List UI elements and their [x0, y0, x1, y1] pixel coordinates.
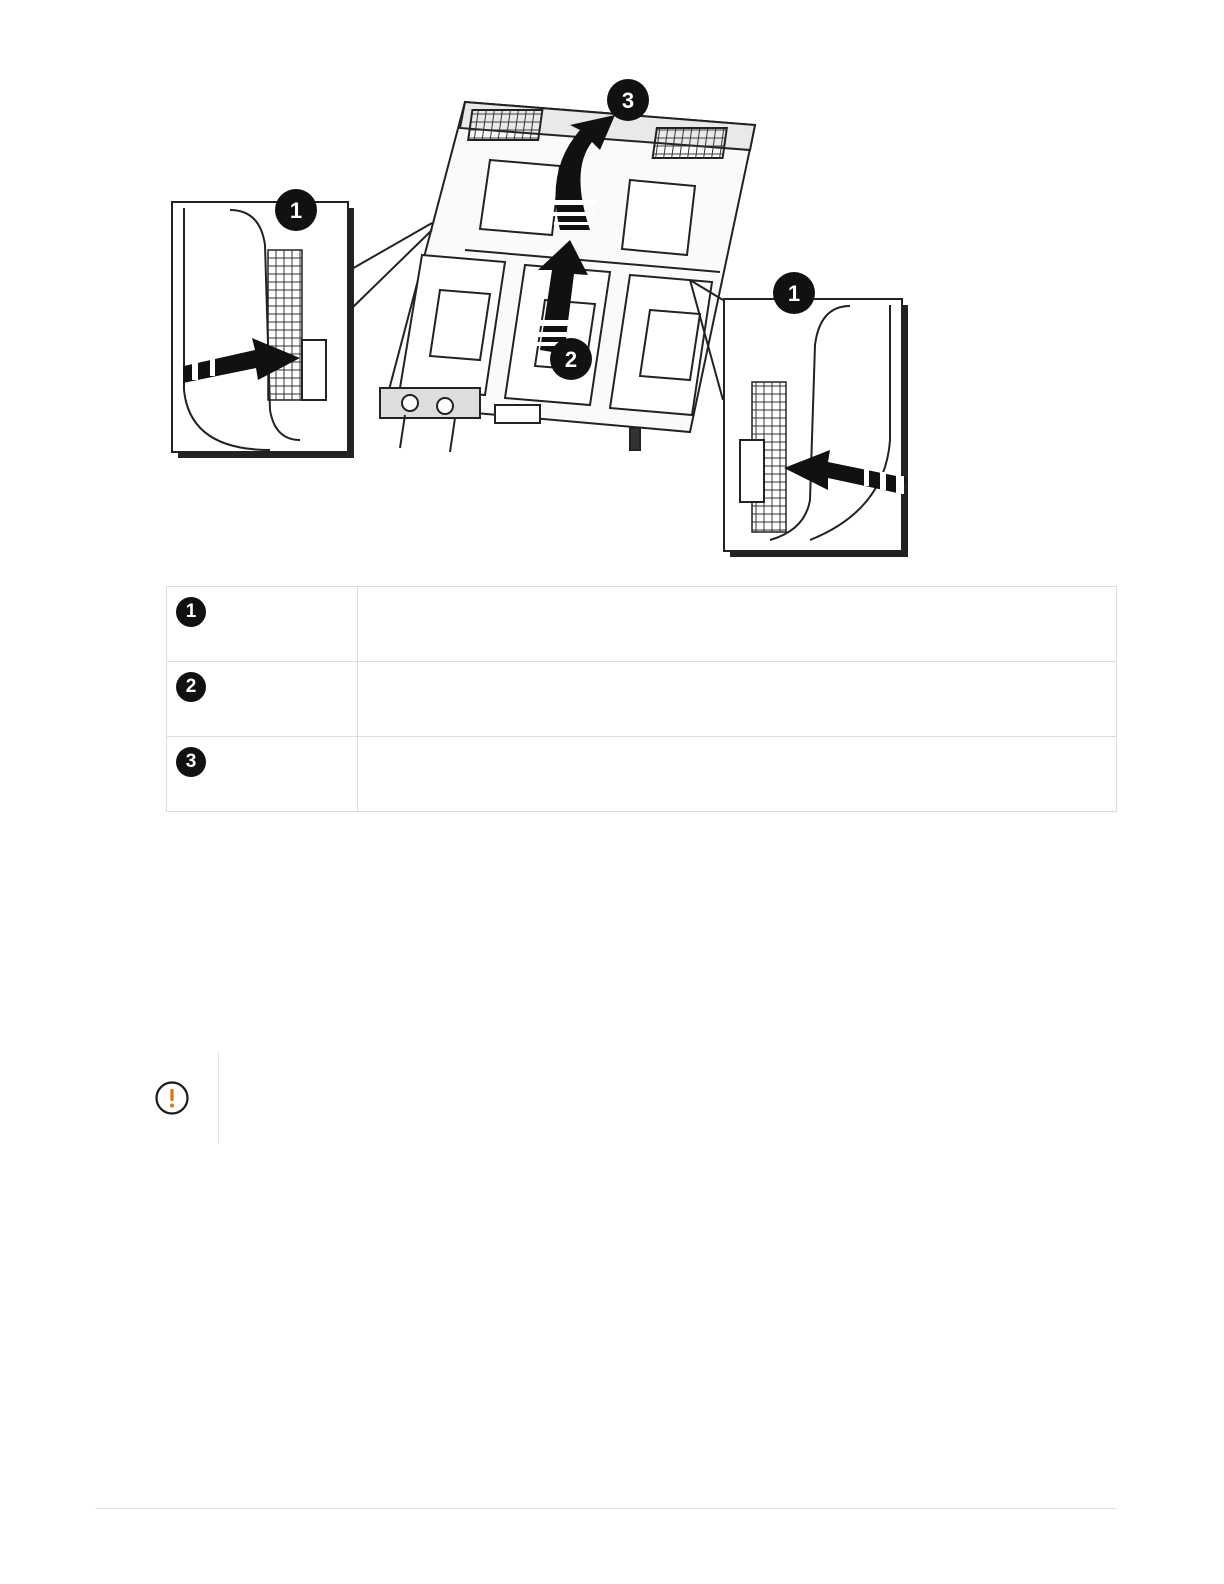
legend-description: [358, 587, 1117, 662]
callout-marker: 3: [176, 747, 206, 777]
footer-divider: [95, 1508, 1117, 1509]
svg-text:1: 1: [787, 281, 801, 306]
callout-marker: 1: [176, 597, 206, 627]
caution-admonition: [130, 1052, 1118, 1144]
riser-removal-illustration: [160, 70, 920, 565]
callout-3: [607, 79, 649, 121]
caution-icon: [155, 1081, 189, 1115]
svg-text:2: 2: [564, 347, 578, 372]
svg-text:1: 1: [289, 198, 303, 223]
svg-text:3: 3: [621, 88, 635, 113]
callout-2: [550, 338, 592, 380]
legend-description: [358, 662, 1117, 737]
callout-1-left: [275, 189, 317, 231]
legend-row: [167, 587, 1117, 662]
legend-description: [358, 737, 1117, 812]
callout-legend-table: [166, 586, 1117, 812]
right-latch-inset: [724, 299, 908, 557]
legend-row: [167, 662, 1117, 737]
left-latch-inset: [172, 202, 354, 458]
legend-row: [167, 737, 1117, 812]
callout-marker: 2: [176, 672, 206, 702]
callout-1-right: [773, 272, 815, 314]
